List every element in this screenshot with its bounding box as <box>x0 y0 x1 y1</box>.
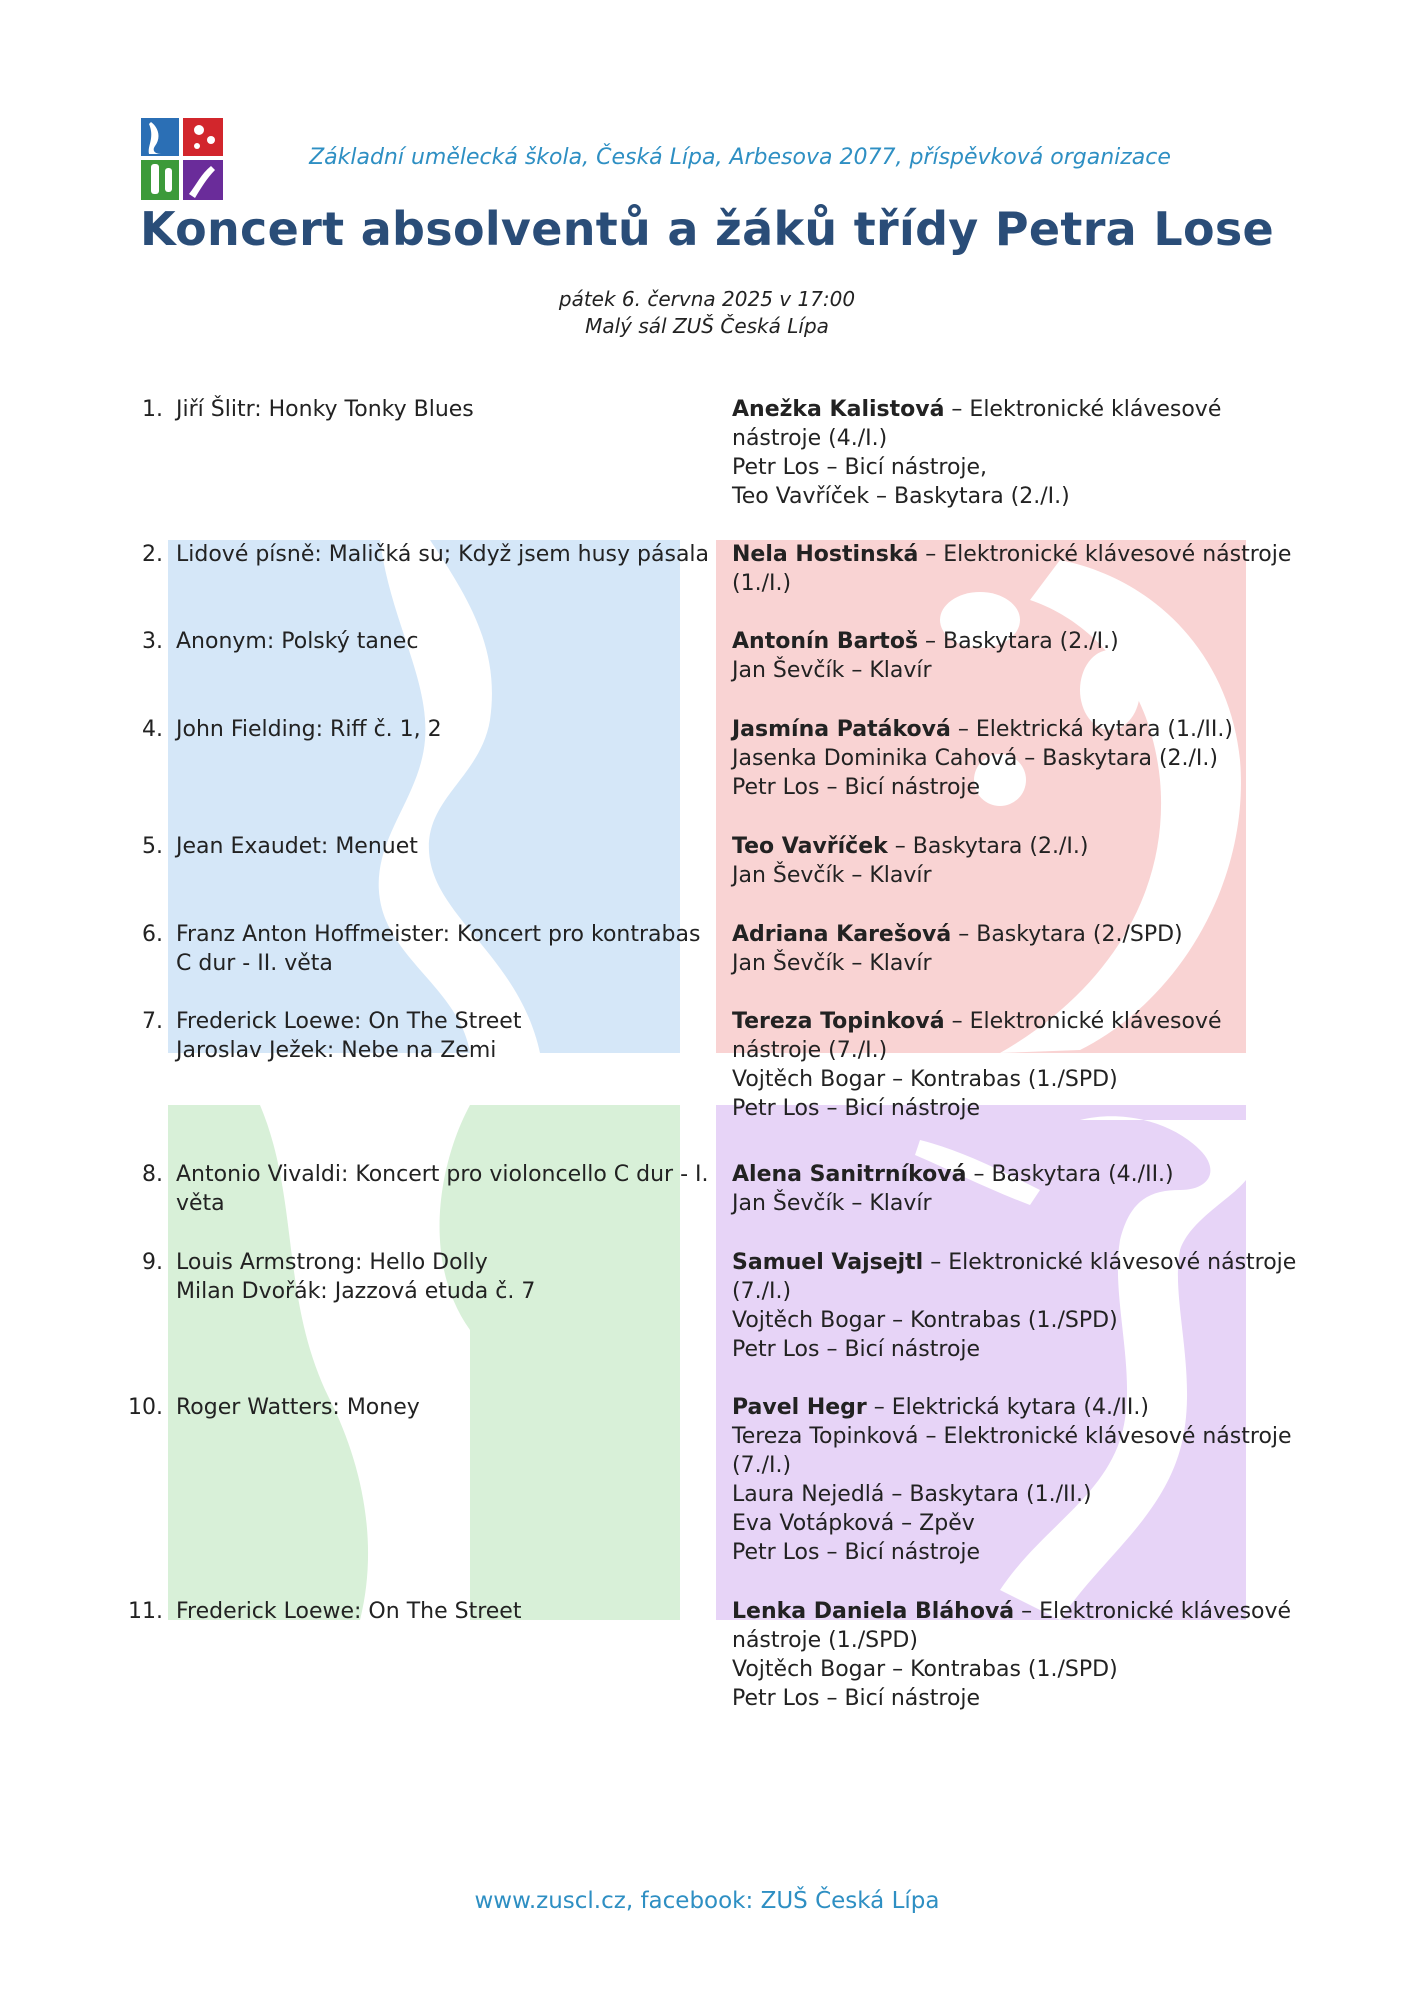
piece-line: Jaroslav Ježek: Nebe na Zemi <box>176 1038 497 1063</box>
item-number: 8. <box>142 1162 163 1187</box>
performer-detail: Jan Ševčík – Klavír <box>732 863 932 888</box>
piece-line: Anonym: Polský tanec <box>176 629 419 654</box>
item-number: 6. <box>142 922 163 947</box>
performer-detail: – Baskytara (2./I.) <box>887 834 1089 859</box>
performer-line <box>732 744 1302 773</box>
performer-name: Lenka Daniela Bláhová <box>732 1599 1015 1624</box>
piece-title <box>176 627 716 656</box>
performer-detail: Petr Los – Bicí nástroje <box>732 1337 981 1362</box>
item-number: 9. <box>142 1250 163 1275</box>
piece-title <box>176 1007 716 1065</box>
performer-name: Adriana Karešová <box>732 922 952 947</box>
page-title: Koncert absolventů a žáků třídy Petra Lose <box>139 202 1275 256</box>
piece-line: Jiří Šlitr: Honky Tonky Blues <box>176 397 474 422</box>
performer-detail: – Elektrická kytara (1./II.) <box>950 717 1233 742</box>
performer-name: Nela Hostinská <box>732 542 919 567</box>
performer-line <box>732 1335 1302 1364</box>
performer-name: Teo Vavříček <box>732 834 888 859</box>
item-number: 10. <box>128 1395 163 1420</box>
event-info <box>0 286 1414 340</box>
performer-detail: Teo Vavříček – Baskytara (2./I.) <box>732 484 1070 509</box>
performer-line <box>732 453 1302 482</box>
performer-name: Antonín Bartoš <box>732 629 919 654</box>
performer-detail: Laura Nejedlá – Baskytara (1./II.) <box>732 1482 1092 1507</box>
piece-title <box>176 395 716 424</box>
performer-line <box>732 1248 1302 1306</box>
performer-detail: Petr Los – Bicí nástroje, <box>732 455 988 480</box>
performer-detail: Vojtěch Bogar – Kontrabas (1./SPD) <box>732 1657 1118 1682</box>
piece-title <box>176 1248 716 1306</box>
performer-line <box>732 1007 1302 1065</box>
performer-name: Tereza Topinková <box>732 1009 945 1034</box>
performer-detail: – Baskytara (2./SPD) <box>951 922 1183 947</box>
event-date: pátek 6. června 2025 v 17:00 <box>558 287 856 311</box>
performer-detail: – Elektronické klávesové nástroje (4./I.) <box>732 397 1222 451</box>
performer-line <box>732 861 1302 890</box>
performer-detail: – Baskytara (2./I.) <box>918 629 1119 654</box>
performers <box>732 540 1302 598</box>
performer-line <box>732 540 1302 598</box>
performers <box>732 1393 1302 1567</box>
performer-detail: Petr Los – Bicí nástroje <box>732 1540 981 1565</box>
performers <box>732 395 1302 511</box>
performer-line <box>732 1422 1302 1480</box>
performer-line <box>732 1094 1302 1123</box>
performer-detail: Jasenka Dominika Cahová – Baskytara (2./I.) <box>732 746 1218 771</box>
performer-line <box>732 1160 1302 1189</box>
performers <box>732 832 1302 890</box>
performer-detail: – Elektronické klávesové nástroje (7./I.) <box>732 1009 1222 1063</box>
performer-detail: Tereza Topinková – Elektronické klávesové nástroje (7./I.) <box>732 1424 1292 1478</box>
performer-line <box>732 715 1302 744</box>
piece-title <box>176 832 716 861</box>
performer-detail: Eva Votápková – Zpěv <box>732 1511 975 1536</box>
piece-line: Frederick Loewe: On The Street <box>176 1599 522 1624</box>
piece-title <box>176 715 716 744</box>
performers <box>732 1248 1302 1364</box>
piece-line: Franz Anton Hoffmeister: Koncert pro kontrabas C dur - II. věta <box>176 922 701 976</box>
performer-line <box>732 832 1302 861</box>
performer-detail: – Elektronické klávesové nástroje (1./I.) <box>732 542 1292 596</box>
performer-detail: Jan Ševčík – Klavír <box>732 1191 932 1216</box>
performer-line <box>732 482 1302 511</box>
performer-line <box>732 949 1302 978</box>
event-venue: Malý sál ZUŠ Česká Lípa <box>585 314 829 338</box>
piece-line: Roger Watters: Money <box>176 1395 420 1420</box>
piece-title <box>176 1393 716 1422</box>
performer-name: Samuel Vajsejtl <box>732 1250 924 1275</box>
item-number: 4. <box>142 717 163 742</box>
performer-name: Jasmína Patáková <box>732 717 951 742</box>
piece-line: Jean Exaudet: Menuet <box>176 834 418 859</box>
performer-detail: Petr Los – Bicí nástroje <box>732 1096 981 1121</box>
piece-title <box>176 540 716 569</box>
piece-line: John Fielding: Riff č. 1, 2 <box>176 717 442 742</box>
performer-detail: – Elektronické klávesové nástroje (1./SPD) <box>732 1599 1292 1653</box>
performer-line <box>732 1065 1302 1094</box>
piece-line: Antonio Vivaldi: Koncert pro violoncello C dur - I. věta <box>176 1162 709 1216</box>
piece-line: Louis Armstrong: Hello Dolly <box>176 1250 488 1275</box>
item-number: 1. <box>142 397 163 422</box>
performers <box>732 1007 1302 1123</box>
performer-detail: – Elektronické klávesové nástroje (7./I.) <box>732 1250 1297 1304</box>
piece-title <box>176 1160 716 1218</box>
piece-line: Lidové písně: Maličká su; Když jsem husy pásala <box>176 542 710 567</box>
performer-line <box>732 1655 1302 1684</box>
performer-detail: Petr Los – Bicí nástroje <box>732 1686 981 1711</box>
performer-detail: Vojtěch Bogar – Kontrabas (1./SPD) <box>732 1067 1118 1092</box>
piece-title <box>176 920 716 978</box>
piece-title <box>176 1597 716 1626</box>
piece-line: Frederick Loewe: On The Street <box>176 1009 522 1034</box>
performer-line <box>732 656 1302 685</box>
school-name: Základní umělecká škola, Česká Lípa, Arbesova 2077, příspěvková organizace <box>309 145 1171 170</box>
item-number: 5. <box>142 834 163 859</box>
performers <box>732 1160 1302 1218</box>
performer-name: Anežka Kalistová <box>732 397 945 422</box>
performer-detail: – Elektrická kytara (4./II.) <box>866 1395 1149 1420</box>
performer-detail: – Baskytara (4./II.) <box>966 1162 1174 1187</box>
piece-line: Milan Dvořák: Jazzová etuda č. 7 <box>176 1279 536 1304</box>
performer-name: Pavel Hegr <box>732 1395 867 1420</box>
performer-line <box>732 1189 1302 1218</box>
school-logo <box>141 118 223 200</box>
performer-line <box>732 920 1302 949</box>
performer-detail: Jan Ševčík – Klavír <box>732 658 932 683</box>
item-number: 11. <box>128 1599 163 1624</box>
item-number: 3. <box>142 629 163 654</box>
item-number: 7. <box>142 1009 163 1034</box>
performer-line <box>732 1306 1302 1335</box>
performer-detail: Vojtěch Bogar – Kontrabas (1./SPD) <box>732 1308 1118 1333</box>
performers <box>732 920 1302 978</box>
performers <box>732 715 1302 802</box>
performer-line <box>732 1509 1302 1538</box>
performer-line <box>732 627 1302 656</box>
performers <box>732 627 1302 685</box>
performer-name: Alena Sanitrníková <box>732 1162 967 1187</box>
performer-line <box>732 773 1302 802</box>
performer-line <box>732 1684 1302 1713</box>
performer-line <box>732 1393 1302 1422</box>
footer-contact: www.zuscl.cz, facebook: ZUŠ Česká Lípa <box>474 1888 940 1914</box>
performer-detail: Petr Los – Bicí nástroje <box>732 775 981 800</box>
performer-line <box>732 1597 1302 1655</box>
performer-detail: Jan Ševčík – Klavír <box>732 951 932 976</box>
performer-line <box>732 395 1302 453</box>
item-number: 2. <box>142 542 163 567</box>
performers <box>732 1597 1302 1713</box>
performer-line <box>732 1480 1302 1509</box>
performer-line <box>732 1538 1302 1567</box>
